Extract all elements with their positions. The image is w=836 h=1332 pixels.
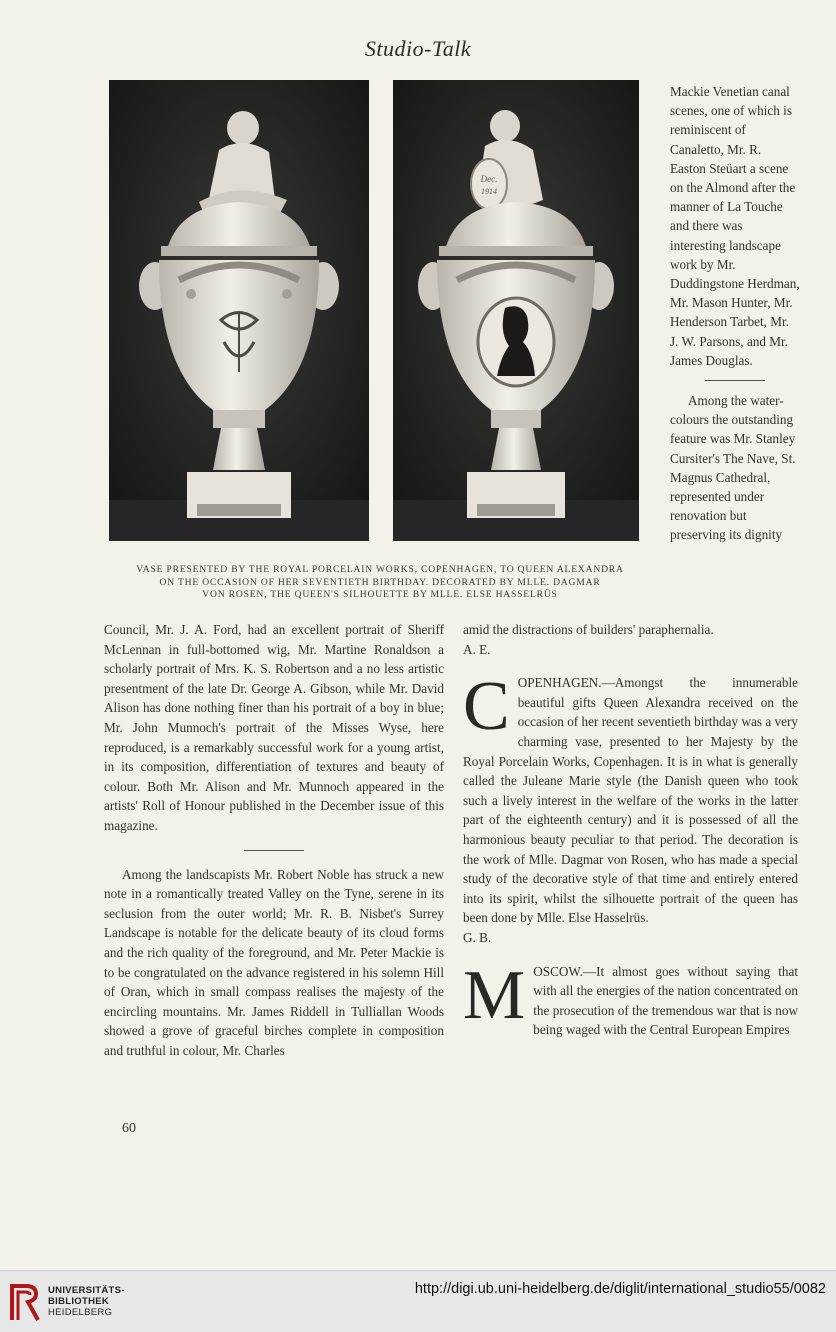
vase-photo-silhouette — [393, 80, 639, 541]
drop-cap: M — [463, 956, 526, 1034]
library-name — [48, 1285, 125, 1318]
divider — [705, 380, 765, 381]
drop-cap: C — [463, 668, 510, 746]
library-name-line: HEIDELBERG — [48, 1307, 113, 1318]
caption-line: VASE PRESENTED BY THE ROYAL PORCELAIN WORKS, COPENHAGEN, TO QUEEN ALEXANDRA — [136, 564, 624, 575]
library-name-line: BIBLIOTHEK — [48, 1296, 110, 1307]
paragraph: Mackie Venetian canal scenes, one of which is reminiscent of Canaletto, Mr. R. Easton Steüart a scene on the Almond after the manner of La Touche and there was interesting landscape work by Mr. Duddingstone Herdman, Mr. Mason Hunter, Mr. Henderson Tarbet, Mr. J. W. Parsons, and Mr. James Douglas. — [670, 84, 800, 368]
right-narrow-column — [670, 82, 800, 545]
caption-line: ON THE OCCASION OF HER SEVENTIETH BIRTHDAY. DECORATED BY MLLE. DAGMAR — [159, 576, 601, 588]
library-name-line: UNIVERSITÄTS- — [48, 1285, 125, 1296]
page-number: 60 — [122, 1121, 136, 1136]
vase-inscription-line2: 1914 — [481, 187, 497, 196]
page-title: Studio-Talk — [364, 36, 472, 61]
paragraph: Among the water-colours the outstanding feature was Mr. Stanley Cursiter's The Nave, St. Magnus Cathedral, represented under renovation but preserving its dignity — [670, 393, 796, 543]
vase-inscription-line1: Dec. — [480, 174, 498, 184]
left-column — [104, 620, 444, 1060]
paragraph: amid the distractions of builders' paraphernalia. — [463, 622, 714, 637]
article-moscow — [463, 956, 798, 1040]
paragraph: Council, Mr. J. A. Ford, had an excellent portrait of Sheriff McLennan in full-bottomed wig, Mr. Martine Ronaldson a scholarly portrait of Mrs. K. S. Robertson and a no less artistic presentment of the late Dr. George A. Gibson, while Mr. David Alison has done nothing finer than his portrait of a boy in blue; Mr. John Munnoch's portrait of the Misses Wyse, here reproduced, is a remarkably successful work for a young artist, in its composition, differentiation of textures and beauty of colour. Both Mr. Alison and Mr. Munnoch appeared in the artists' Roll of Honour published in the December issue of this magazine. — [104, 622, 444, 833]
paragraph: OPENHAGEN.—Amongst the innumerable beautiful gifts Queen Alexandra received on the occasion of her recent seventieth birthday was a very charming vase, presented to her Majesty by the Royal Porcelain Works, Copenhagen. It is in what is generally called the Juleane Marie style (the Danish queen who took such a lively interest in the welfare of the works in the latter part of the eighteenth century) and it is possessed of all the harmonious beauty peculiar to that period. The decoration is the work of Mlle. Dagmar von Rosen, who has made a special study of the decorative style of that time and entirely entered into its spirit, whilst the silhouette portrait of the queen has been done by Mlle. Else Hasselrüs. — [463, 675, 798, 926]
signature: A. E. — [463, 641, 491, 657]
library-logo-icon — [8, 1282, 42, 1322]
signature: G. B. — [463, 929, 492, 945]
caption-line: VON ROSEN, THE QUEEN'S SILHOUETTE BY MLLE. ELSE HASSELRÜS — [202, 589, 558, 600]
vase-photo-monogram — [109, 80, 369, 541]
divider — [244, 850, 304, 851]
article-copenhagen — [463, 668, 798, 928]
footer-bar — [0, 1270, 836, 1332]
source-url-link[interactable]: http://digi.ub.uni-heidelberg.de/diglit/international_studio55/0082 — [414, 1281, 826, 1297]
figure-caption — [100, 564, 660, 602]
paragraph: Among the landscapists Mr. Robert Noble has struck a new note in a romantically treated Valley on the Tyne, serene in its seclusion from the outer world; Mr. R. B. Nisbet's Surrey Landscape is notable for the delicate beauty of its cloud forms and the rich quality of the foreground, and Mr. Peter Mackie is to be congratulated on the advance registered in his solemn Hill of Oran, which in small compass realises the majesty of the encircling mountains. Mr. James Riddell in Tulliallan Woods showed a grove of graceful birches complete in composition and truthful in colour, Mr. Charles — [104, 866, 444, 1058]
right-column — [463, 620, 798, 1040]
paragraph: OSCOW.—It almost goes without saying that with all the energies of the nation concentrated on the prosecution of the tremendous war that is now being waged with the Central European Empires — [533, 963, 798, 1038]
